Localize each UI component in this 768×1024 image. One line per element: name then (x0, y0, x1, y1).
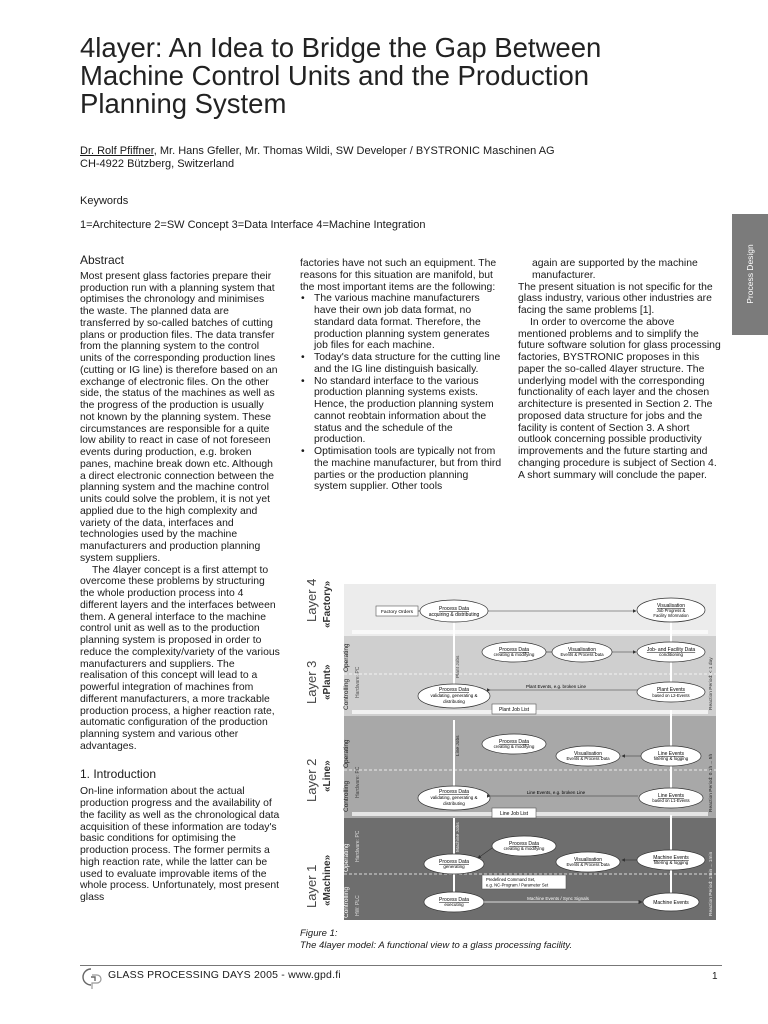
hardware-pc-label: Hardware: PC (355, 830, 361, 862)
layer-2-label: Layer 2 (304, 758, 319, 802)
intro-paragraph-2: factories have not such an equipment. The reasons for this situation are manifold, but the most important items are the following: (300, 258, 497, 293)
svg-text:generating: generating (443, 864, 465, 869)
column-1 (80, 255, 280, 904)
controlling-label: Controlling (343, 780, 350, 812)
factory-orders-label: Factory Orders (381, 610, 413, 615)
svg-text:Job- and Facility Data: Job- and Facility Data (646, 647, 696, 653)
hardware-pc-label: Hardware: PC (355, 666, 361, 698)
line-events-arrow-label: Line Events, e.g. broken Line (526, 790, 586, 795)
column-3 (518, 258, 723, 481)
section-side-tab (732, 214, 768, 335)
list-item-continuation: again are supported by the machine manufacturer. (532, 258, 698, 281)
svg-text:conditioning: conditioning (658, 652, 684, 657)
layer-4-sublabel: «Factory» (322, 580, 333, 628)
keywords-heading: Keywords (80, 195, 129, 207)
svg-text:validating, generating &: validating, generating & (430, 693, 478, 698)
figure-caption-label: Figure 1: (300, 928, 338, 939)
figure-4layer-model (296, 570, 726, 924)
predefined-command-set: Predefined Command Set, (486, 877, 536, 882)
svg-text:Process Data: Process Data (508, 841, 540, 847)
svg-text:Visualisation: Visualisation (574, 857, 602, 863)
operating-label: Operating (343, 643, 350, 672)
plant-job-list: Plant Job List (498, 707, 530, 713)
layer-1-label: Layer 1 (304, 864, 319, 908)
svg-text:Line Events: Line Events (657, 751, 685, 757)
figure-caption (300, 928, 572, 952)
gpd-logo-icon (80, 966, 104, 990)
svg-text:filtering & logging: filtering & logging (653, 756, 689, 761)
footer-conference: GLASS PROCESSING DAYS 2005 - www.gpd.fi (108, 969, 341, 981)
title-line-1: 4layer: An Idea to Bridge the Gap Between (80, 32, 602, 63)
svg-text:acquiring & distributing: acquiring & distributing (428, 612, 480, 618)
svg-text:Events & Process Data: Events & Process Data (566, 756, 610, 761)
page-number: 1 (712, 971, 718, 982)
svg-text:Process Data: Process Data (438, 606, 470, 612)
svg-text:creating & modifying: creating & modifying (493, 652, 535, 657)
svg-text:Process Data: Process Data (498, 647, 530, 653)
list-item: • Optimisation tools are typically not from the machine manufacturer, but from third parties or the production planning system supplier. Other tools (300, 446, 503, 493)
plant-jobs-label: Plant Jobs (456, 655, 461, 678)
controlling-label: Controlling (343, 886, 350, 918)
svg-text:Machine Events: Machine Events (653, 900, 689, 906)
diagram-4layer (296, 570, 726, 924)
introduction-heading: 1. Introduction (80, 766, 157, 781)
svg-text:distributing: distributing (443, 699, 465, 704)
line-job-list: Line Job List (499, 811, 529, 817)
title-line-2: Machine Control Units and the Production (80, 60, 590, 91)
svg-text:executing: executing (444, 902, 464, 907)
svg-text:Events & Process Data: Events & Process Data (560, 652, 604, 657)
author-block (80, 145, 555, 170)
machine-jobs-label: Machine Jobs (456, 822, 461, 852)
svg-text:Visualisation: Visualisation (574, 751, 602, 757)
svg-text:validating, generating &: validating, generating & (430, 795, 478, 800)
controlling-label: Controlling (343, 678, 350, 710)
problem-list (300, 293, 503, 493)
layer-3-label: Layer 3 (304, 660, 319, 704)
title-line-3: Planning System (80, 88, 287, 119)
intro-paragraph-4: In order to overcome the above mentioned problems and to simplify the future software solution for glass processing factories, BYSTRONIC proposes in this paper the so-called 4layer structure. The underlying model with the corresponding functionality of each layer and the chosen architecture is presented in Section 2. The proposed data structure for jobs and the facility is content of Section 3. A short outlook concerning possible productivity improvements and the future starting and changing procedure is subject of Section 4. A short summary will conclude the paper. (518, 316, 721, 481)
intro-paragraph-1: On-line information about the actual production progress and the availability of the facility as well as the chronological data acquisition of these information are today's basic conditions for optimising the production process. The former permits a high reaction rate, while the latter can be used to evaluate improvable items of the whole process. Unfortunately, most present glass (80, 786, 280, 903)
svg-text:Process Data: Process Data (438, 897, 470, 903)
svg-text:creating & modifying: creating & modifying (493, 744, 535, 749)
column-2 (300, 258, 503, 493)
list-item: • The various machine manufacturers have their own job data format, no standard data format. Therefore, the production planning system generates job files for each machine. (300, 293, 503, 352)
intro-paragraph-3: The present situation is not specific for the glass industry, various other industries are facing the same problems [1]. (518, 281, 713, 316)
co-authors: , Mr. Hans Gfeller, Mr. Thomas Wildi, SW Developer / BYSTRONIC Maschinen AG (153, 145, 555, 157)
reaction-period-l3: Reaction Period: < 1 day (709, 657, 714, 710)
operating-label: Operating (343, 739, 350, 768)
svg-text:distributing: distributing (443, 801, 465, 806)
list-item: • Today's data structure for the cutting line and the IG line distinguish basically. (300, 352, 503, 376)
svg-text:e.g. NC-Program / Parameter Se: e.g. NC-Program / Parameter Set (486, 882, 549, 888)
layer-3-sublabel: «Plant» (322, 664, 333, 700)
keywords-values: 1=Architecture 2=SW Concept 3=Data Interface 4=Machine Integration (80, 219, 426, 231)
svg-text:Line Events: Line Events (657, 793, 685, 799)
svg-text:Machine Events: Machine Events (653, 855, 689, 861)
first-author: Dr. Rolf Pfiffner (80, 145, 154, 157)
svg-text:filtering & logging: filtering & logging (653, 860, 689, 865)
svg-text:Process Data: Process Data (498, 739, 530, 745)
figure-caption-text: The 4layer model: A functional view to a glass processing facility. (300, 940, 573, 951)
abstract-paragraph-2: The 4layer concept is a first attempt to overcome these problems by structuring the whole production process into 4 different layers and the interfaces between them. A general interface to the machine control unit as well as to the production planning system is proposed in order to reduce the complexity/variety of the various manufacturers and suppliers. The realisation of this concept will lead to a powerful integration of machines from different manufacturers, a more trackable production process, a higher reaction rate, automatic configuration of the production planning system and various other advantages. (80, 564, 280, 752)
svg-text:creating & modifying: creating & modifying (503, 846, 545, 851)
author-address: CH-4922 Bützberg, Switzerland (80, 157, 235, 170)
svg-text:based on L2-Events: based on L2-Events (652, 693, 690, 698)
svg-text:Process Data: Process Data (438, 789, 470, 795)
plant-events-arrow-label: Plant Events, e.g. broken Line (525, 684, 587, 689)
svg-text:Facility Information: Facility Information (653, 613, 689, 618)
operating-label: Operating (343, 843, 350, 872)
svg-text:Events & Process Data: Events & Process Data (566, 862, 610, 867)
layer-2-sublabel: «Line» (322, 760, 333, 792)
svg-text:Plant Events: Plant Events (656, 687, 686, 693)
reaction-period-l1: Reaction Period: 1min ... 1min (709, 851, 714, 916)
side-tab-label: Process Design (745, 244, 755, 304)
layer-4-label: Layer 4 (304, 578, 319, 622)
svg-text:Process Data: Process Data (438, 687, 470, 693)
svg-text:Process Data: Process Data (438, 859, 470, 865)
sync-signals-label: Machine Events / Sync Signals (527, 896, 589, 901)
footer-rule (80, 965, 722, 966)
svg-text:based on L1-Events: based on L1-Events (652, 798, 690, 803)
svg-text:Job Progress &: Job Progress & (656, 608, 686, 613)
abstract-heading: Abstract (80, 253, 125, 267)
svg-text:Visualisation: Visualisation (568, 647, 596, 653)
hw-plc-label: HW: PLC (355, 895, 361, 916)
abstract-paragraph-1: Most present glass factories prepare their production run with a planning system that optimises the chronology and minimises the waste. The planned data are transferred by so-called batches of cutting plans or production files. The data transfer from the planning system to the control units of the corresponding production lines (cutting or IG line) is therefore based on an exchange of electronic files. On the other side, the status of the machines as well as the progress of the production is usually not known by the planning system. These circumstances are responsible for a quite low ability to react in case of not foreseen events during production, e.g. broken panes, machine break down etc. Although a direct electronic connection between the planning system and the machine control units could solve the problem, it is not yet applied due to the high complexity and variety of the data, interfaces and technologies used by the machine manufacturers and production planning system suppliers. (80, 270, 278, 564)
paper-title (80, 34, 720, 118)
reaction-period-l2: Reaction Period: 0.1h ... 5h (709, 753, 714, 812)
hardware-pc-label: Hardware: PC (355, 766, 361, 798)
layer-1-sublabel: «Machine» (322, 854, 333, 906)
line-jobs-label: Line Jobs (456, 735, 461, 756)
svg-text:Visualisation: Visualisation (657, 603, 685, 609)
list-item: • No standard interface to the various production planning systems exists. Hence, the production planning system cannot reobtain information about the status and the schedule of the production. (300, 376, 503, 447)
